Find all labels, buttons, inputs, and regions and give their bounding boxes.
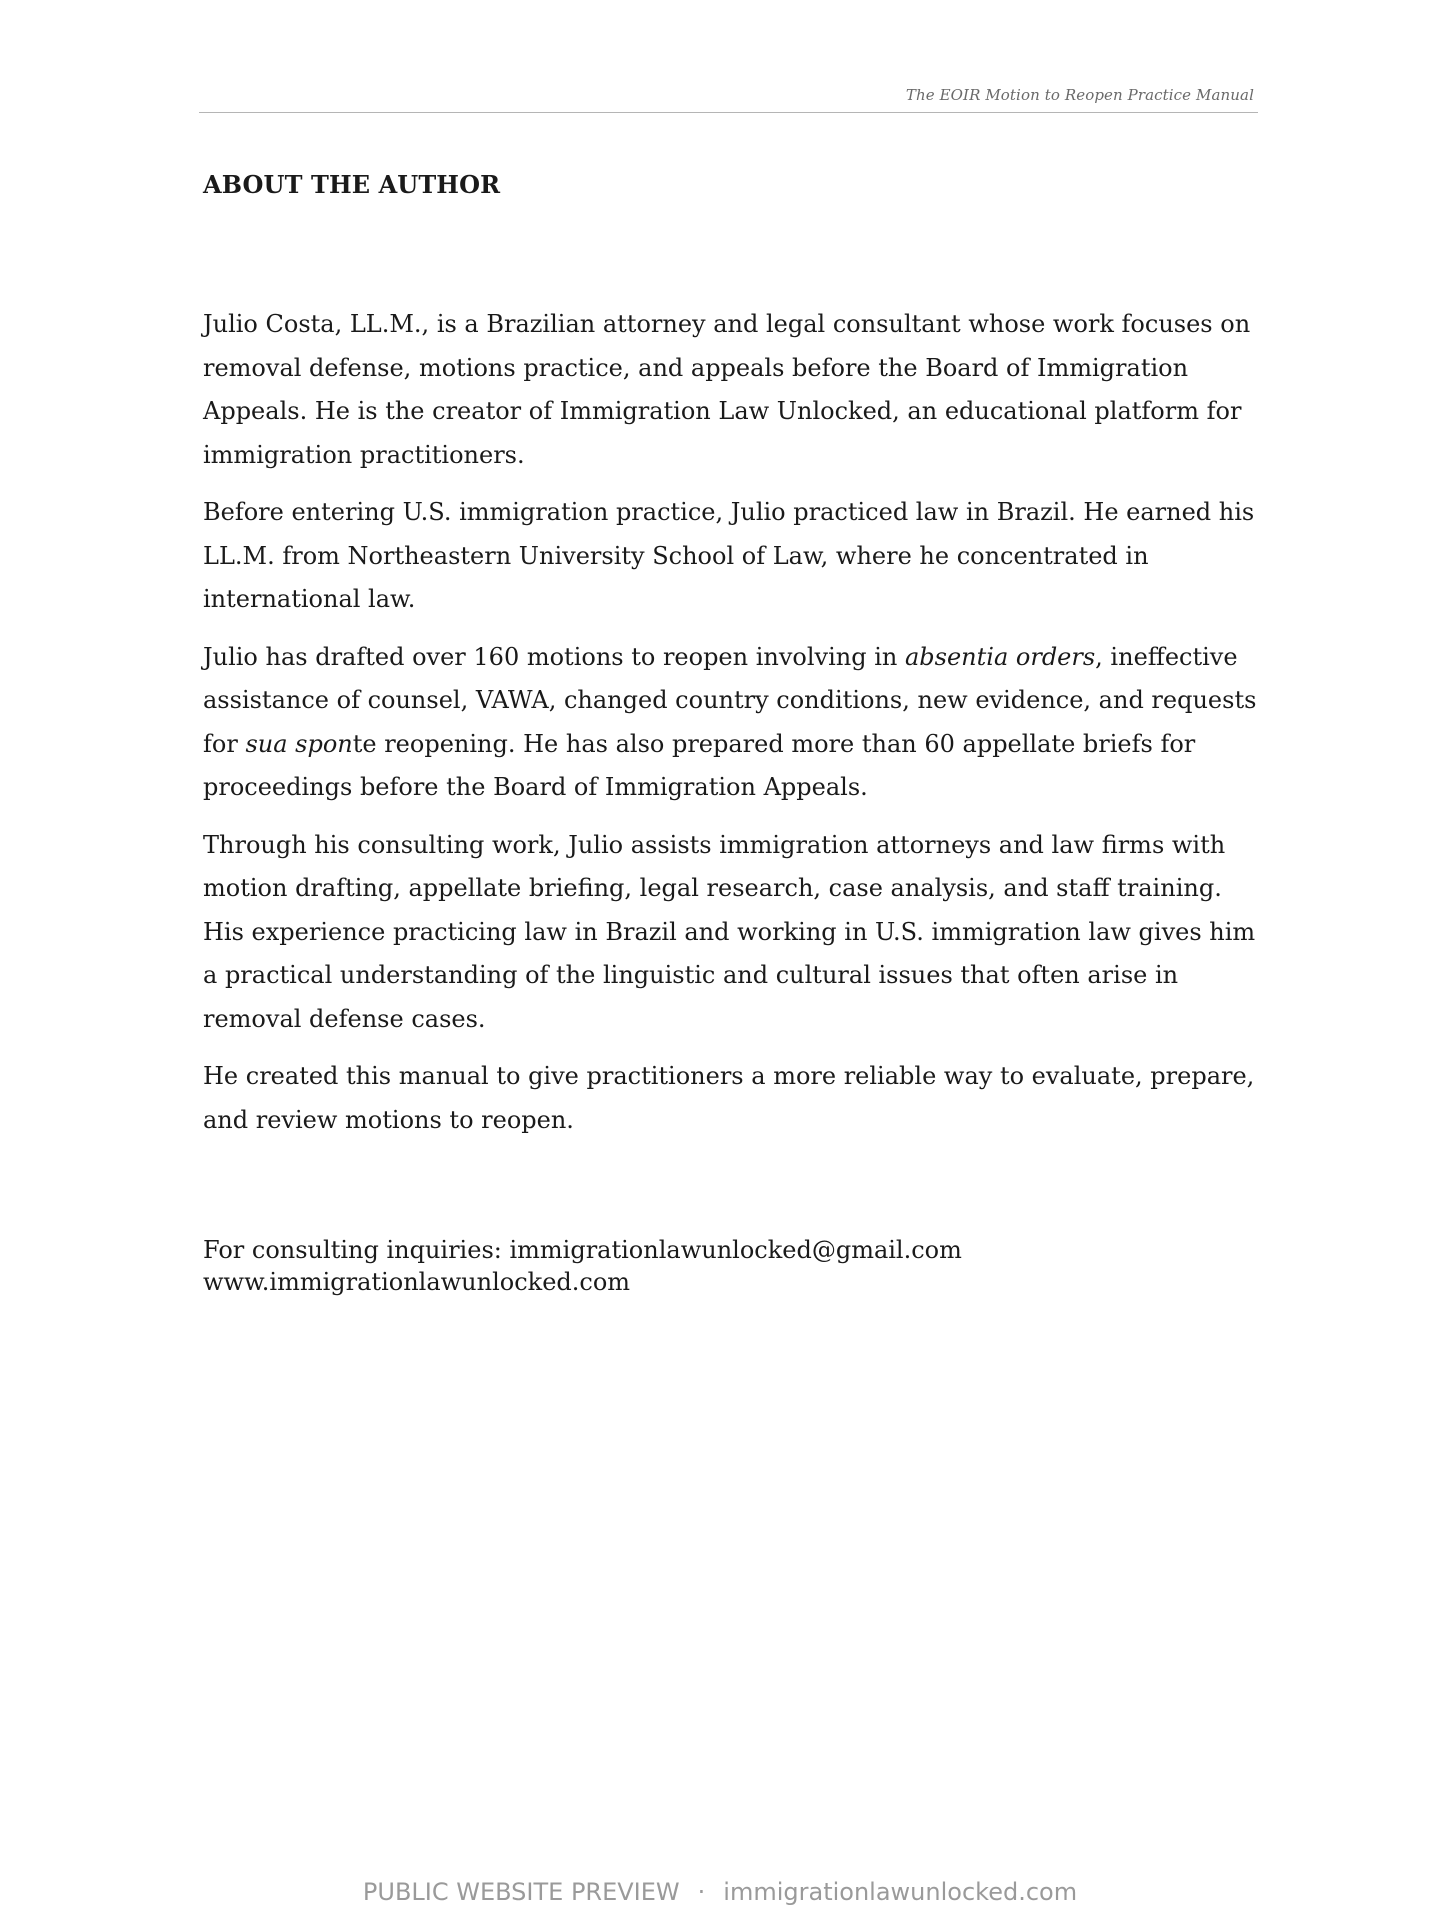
contact-email-line: For consulting inquiries: immigrationlawunlocked@gmail.com bbox=[203, 1236, 962, 1264]
section-heading: ABOUT THE AUTHOR bbox=[203, 170, 501, 199]
footer-separator: · bbox=[697, 1878, 706, 1906]
bio-paragraph-3-italic-b: sua spon bbox=[245, 729, 353, 758]
preview-footer bbox=[0, 1878, 1440, 1906]
footer-site: immigrationlawunlocked.com bbox=[723, 1878, 1078, 1906]
footer-label: PUBLIC WEBSITE PREVIEW bbox=[362, 1878, 680, 1906]
bio-paragraph-4: Through his consulting work, Julio assists immigration attorneys and law firms with motion drafting, appellate briefing, legal research, case analysis, and staff training. His experience practicing law in Brazil and working in U.S. immigration law gives him a practical understanding of the linguistic and cultural issues that often arise in removal defense cases. bbox=[203, 830, 1256, 1033]
bio-paragraph-3 bbox=[203, 636, 1258, 810]
bio-paragraph-5: He created this manual to give practitioners a more reliable way to evaluate, prepare, and review motions to reopen. bbox=[203, 1062, 1255, 1134]
page-content bbox=[203, 170, 1258, 1298]
bio-paragraph-3-text-c: te reopening. He has also prepared more than 60 appellate briefs for proceedings before the Board of Immigration Appeals. bbox=[203, 729, 1196, 801]
contact-website: www.immigrationlawunlocked.com bbox=[203, 1268, 631, 1296]
author-bio bbox=[203, 303, 1258, 1142]
running-header bbox=[199, 84, 1258, 113]
bio-paragraph-1: Julio Costa, LL.M., is a Brazilian attorney and legal consultant whose work focuses on removal defense, motions practice, and appeals before the Board of Immigration Appeals. He is the creator of Immigration Law Unlocked, an educational platform for immigration practitioners. bbox=[203, 310, 1251, 469]
running-header-title: The EOIR Motion to Reopen Practice Manual bbox=[905, 86, 1254, 104]
bio-paragraph-3-text-a: Julio has drafted over 160 motions to reopen involving in bbox=[203, 642, 905, 671]
bio-paragraph-3-text-b: , ineffective assistance of counsel, VAWA, changed country conditions, new evidence, and requests for bbox=[203, 642, 1257, 758]
bio-paragraph-3-italic-a: absentia orders bbox=[904, 642, 1096, 671]
contact-block bbox=[203, 1234, 1258, 1298]
bio-paragraph-2: Before entering U.S. immigration practice, Julio practiced law in Brazil. He earned his LL.M. from Northeastern University School of Law, where he concentrated in international law. bbox=[203, 498, 1255, 613]
